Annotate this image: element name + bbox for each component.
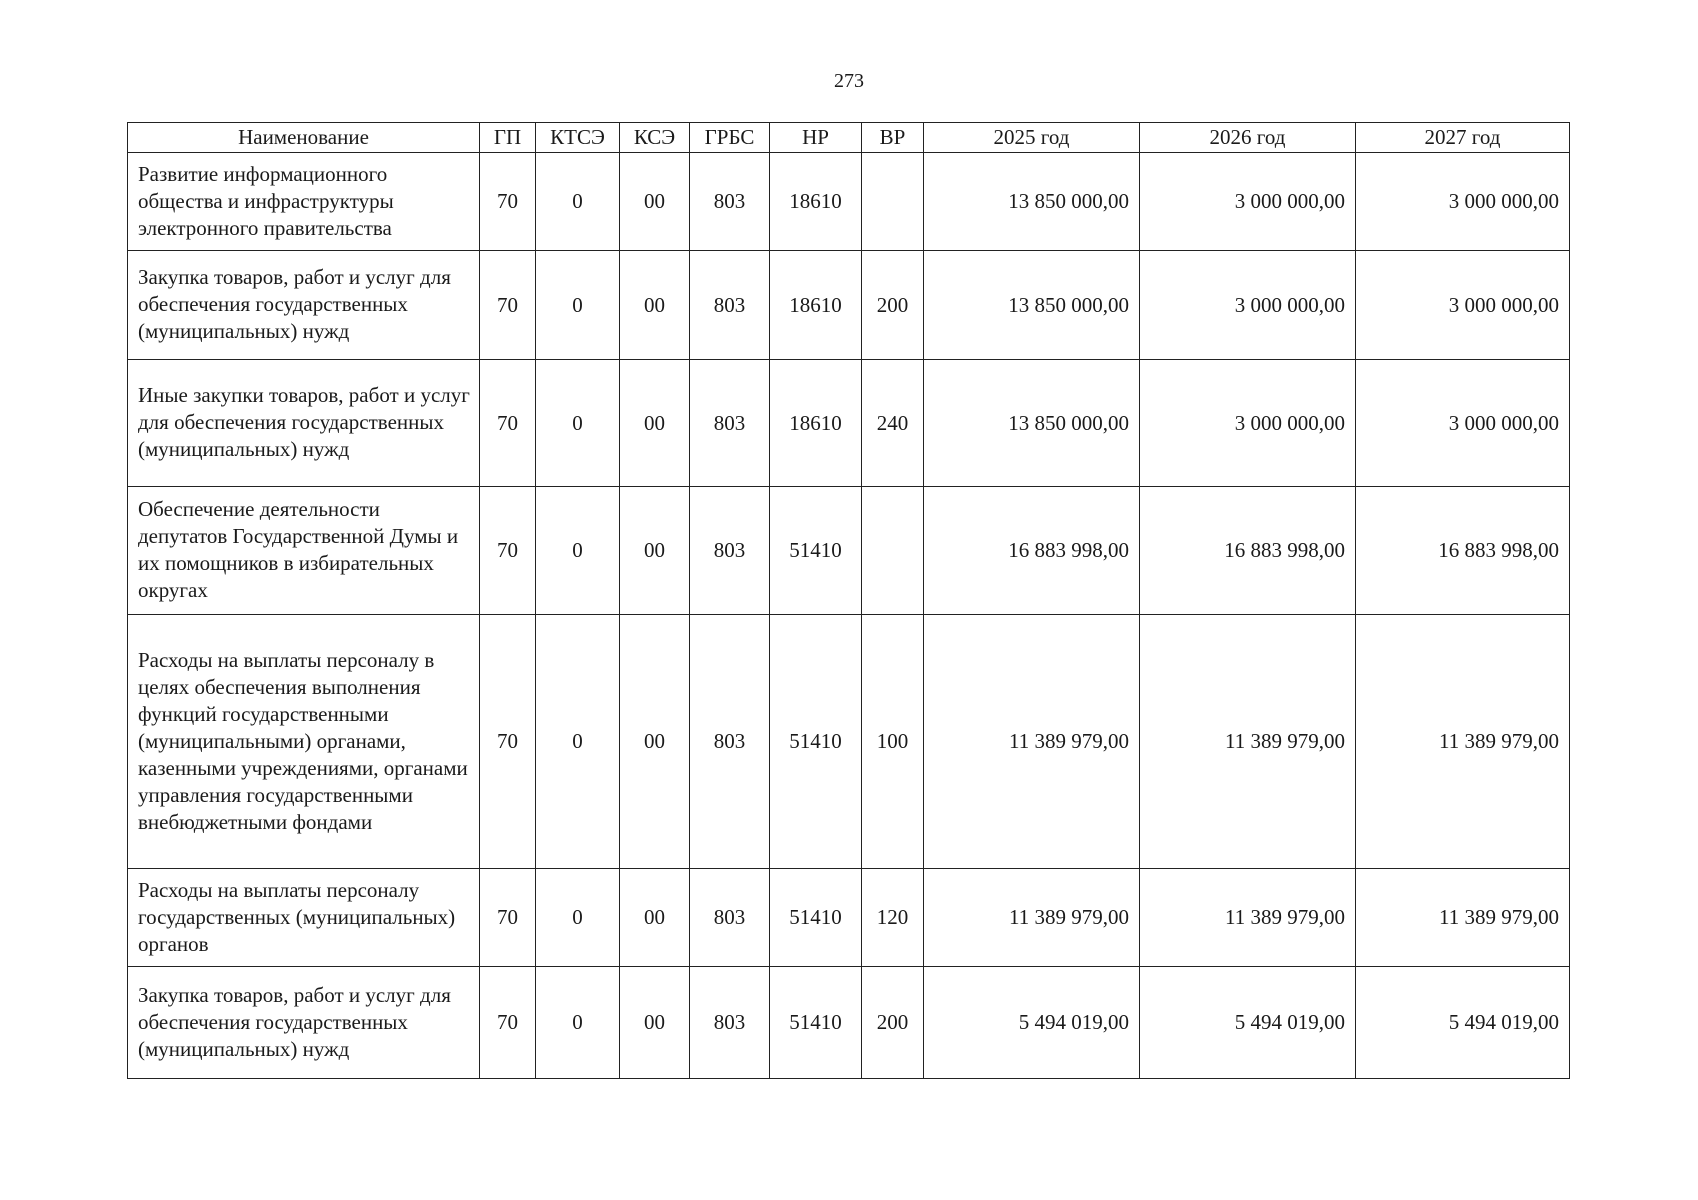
cell-ktse: 0 (536, 615, 620, 869)
cell-vr: 100 (862, 615, 924, 869)
cell-name: Иные закупки товаров, работ и услуг для обеспечения государственных (муниципальных) нужд (128, 360, 480, 487)
cell-2027: 3 000 000,00 (1356, 360, 1570, 487)
cell-2026: 11 389 979,00 (1140, 869, 1356, 967)
cell-gp: 70 (480, 967, 536, 1079)
header-nr: НР (770, 123, 862, 153)
cell-vr: 200 (862, 251, 924, 360)
cell-2026: 3 000 000,00 (1140, 360, 1356, 487)
budget-table (127, 122, 1570, 1079)
cell-kse: 00 (620, 967, 690, 1079)
cell-2025: 13 850 000,00 (924, 251, 1140, 360)
cell-vr: 120 (862, 869, 924, 967)
cell-grbs: 803 (690, 869, 770, 967)
cell-kse: 00 (620, 487, 690, 615)
header-gp: ГП (480, 123, 536, 153)
cell-grbs: 803 (690, 615, 770, 869)
cell-2027: 11 389 979,00 (1356, 615, 1570, 869)
header-vr: ВР (862, 123, 924, 153)
cell-nr: 51410 (770, 869, 862, 967)
cell-name: Развитие информационного общества и инфраструктуры электронного правительства (128, 153, 480, 251)
cell-grbs: 803 (690, 360, 770, 487)
cell-2026: 5 494 019,00 (1140, 967, 1356, 1079)
cell-vr (862, 153, 924, 251)
cell-gp: 70 (480, 251, 536, 360)
cell-nr: 18610 (770, 360, 862, 487)
cell-2025: 11 389 979,00 (924, 615, 1140, 869)
table-row (128, 487, 1570, 615)
cell-nr: 51410 (770, 487, 862, 615)
cell-nr: 51410 (770, 615, 862, 869)
cell-gp: 70 (480, 869, 536, 967)
table-row (128, 967, 1570, 1079)
cell-grbs: 803 (690, 153, 770, 251)
cell-ktse: 0 (536, 869, 620, 967)
cell-2027: 3 000 000,00 (1356, 153, 1570, 251)
table-row (128, 251, 1570, 360)
header-2027: 2027 год (1356, 123, 1570, 153)
cell-gp: 70 (480, 360, 536, 487)
table-header-row (128, 123, 1570, 153)
table-row (128, 869, 1570, 967)
header-ktse: КТСЭ (536, 123, 620, 153)
cell-2026: 3 000 000,00 (1140, 251, 1356, 360)
cell-name: Закупка товаров, работ и услуг для обеспечения государственных (муниципальных) нужд (128, 251, 480, 360)
header-name: Наименование (128, 123, 480, 153)
cell-kse: 00 (620, 869, 690, 967)
cell-name: Обеспечение деятельности депутатов Государственной Думы и их помощников в избирательных округах (128, 487, 480, 615)
cell-vr: 240 (862, 360, 924, 487)
cell-ktse: 0 (536, 967, 620, 1079)
cell-2026: 16 883 998,00 (1140, 487, 1356, 615)
cell-nr: 18610 (770, 251, 862, 360)
cell-2027: 16 883 998,00 (1356, 487, 1570, 615)
cell-kse: 00 (620, 615, 690, 869)
header-grbs: ГРБС (690, 123, 770, 153)
cell-gp: 70 (480, 487, 536, 615)
cell-kse: 00 (620, 251, 690, 360)
cell-grbs: 803 (690, 967, 770, 1079)
cell-kse: 00 (620, 153, 690, 251)
cell-gp: 70 (480, 153, 536, 251)
header-2026: 2026 год (1140, 123, 1356, 153)
cell-ktse: 0 (536, 153, 620, 251)
cell-name: Закупка товаров, работ и услуг для обеспечения государственных (муниципальных) нужд (128, 967, 480, 1079)
table-row (128, 615, 1570, 869)
page-number: 273 (834, 70, 864, 92)
cell-ktse: 0 (536, 487, 620, 615)
cell-2026: 11 389 979,00 (1140, 615, 1356, 869)
cell-vr (862, 487, 924, 615)
table-row (128, 360, 1570, 487)
cell-2027: 3 000 000,00 (1356, 251, 1570, 360)
cell-2025: 13 850 000,00 (924, 360, 1140, 487)
cell-2025: 5 494 019,00 (924, 967, 1140, 1079)
cell-name: Расходы на выплаты персоналу государственных (муниципальных) органов (128, 869, 480, 967)
cell-nr: 18610 (770, 153, 862, 251)
cell-gp: 70 (480, 615, 536, 869)
cell-2027: 11 389 979,00 (1356, 869, 1570, 967)
cell-2025: 13 850 000,00 (924, 153, 1140, 251)
cell-2026: 3 000 000,00 (1140, 153, 1356, 251)
cell-2025: 11 389 979,00 (924, 869, 1140, 967)
cell-kse: 00 (620, 360, 690, 487)
cell-2025: 16 883 998,00 (924, 487, 1140, 615)
header-kse: КСЭ (620, 123, 690, 153)
table-row (128, 153, 1570, 251)
cell-grbs: 803 (690, 487, 770, 615)
cell-grbs: 803 (690, 251, 770, 360)
cell-nr: 51410 (770, 967, 862, 1079)
cell-ktse: 0 (536, 251, 620, 360)
cell-2027: 5 494 019,00 (1356, 967, 1570, 1079)
header-2025: 2025 год (924, 123, 1140, 153)
cell-vr: 200 (862, 967, 924, 1079)
cell-name: Расходы на выплаты персоналу в целях обеспечения выполнения функций государственными (муниципальными) органами, казенными учреждениями, органами управления государственными внебюджетными фондами (128, 615, 480, 869)
cell-ktse: 0 (536, 360, 620, 487)
